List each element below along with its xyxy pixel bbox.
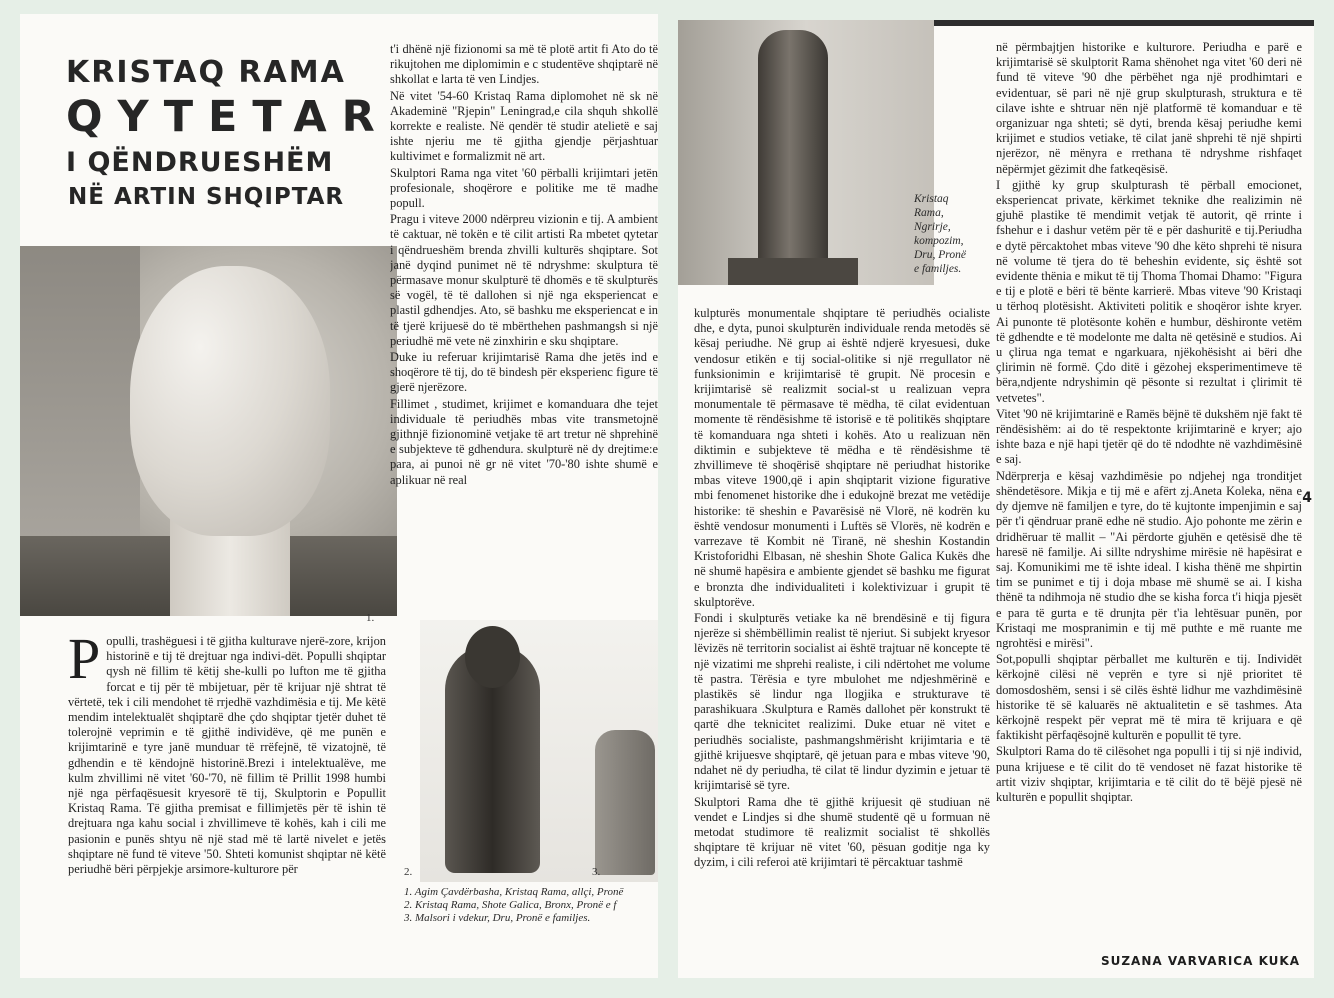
headline-line-2: QYTETAR — [66, 92, 390, 142]
caption-line: 3. Malsori i vdekur, Dru, Pronë e familjes. — [404, 912, 591, 924]
sculptures-photo — [420, 620, 658, 882]
left-page — [20, 14, 658, 978]
article-headline — [20, 55, 395, 210]
mid-paragraph: Në vitet '54-60 Kristaq Rama diplomohet në sk në Akademinë "Rjepin" Leningrad,e cila shquh shkollë korrekte e realiste. Në qendër të studir atelietë e saj ishte njeriu me të gjitha gjendje përjashtuar kultivimet e formalizmit në art. — [390, 88, 658, 164]
mid-paragraph: Duke iu referuar krijimtarisë Rama dhe jetës ind e shoqërore të tij, do të bindesh për eksperienc figure të gjerë njerëzore. — [390, 350, 658, 395]
right-b-paragraph: në përmbajtjen historike e kulturore. Periudha e parë e krijimtarisë së skulptorit Rama shënohet nga vitet '60 deri në fund të viteve '90 dhe përbëhet nga një prodhimtari e evidentuar, së pari në një grup skulpturash, struktura e të cilave ishte e shtruar nën një platformë të komanduar e të organizuar nga shteti; së dyti, brenda kësaj periudhe kemi krijimet e studios vetiake, të cilat janë shprehi të një shpirti njerëzor, në mënyra e rrethana të ndryshme rishfaqet nëpërmjet gëzimit dhe fatkeqësisë. — [996, 40, 1302, 176]
figure-1-number: 1. — [366, 612, 375, 624]
headline-line-1: KRISTAQ RAMA — [66, 55, 346, 90]
left-paragraph-1: Populli, trashëguesi i të gjitha kulturave njerë-zore, krijon historinë e tij të drejtuar nga indivi-dët. Populli shqiptar qysh në fillim të këtij she-kulli po lufton me të gjitha forcat e tij për të mbijetuar, për të krijuar një shtrat të vërtetë, tek i cili mendohet të rrjedhë vazhdimësia e tij. Me këtë mendim intelektualët shqiptarë dhe çdo shqiptar tjetër duhet të tolerojnë veprimin e të gjithë individëve, që me punën e krijimtarinë e tyre janë munduar të rrëfejnë, të vizatojnë, të gdhendin e të këndojnë historinë.Brezi i intelektualëve, me kulm zhvillimi në vitet '60-'70, në fillim të Prillit 1998 humbi një nga përfaqësuesit kryesorë të tij, Skulptorin e Popullit Kristaq Rama. Të gjitha premisat e fillimjetës për të ishin të drejtuara nga kahu social i zhvillimeve të kohës, kah i cili me pasionin e punës shtyu në një stad më të lartë nivelet e jetës shqiptare në fund të viteve '50. Shteti komunist shqiptar në këtë periudhë bëri përpjekje arsimore-kulturore për — [68, 634, 386, 877]
side-caption: Kristaq Rama, Ngrirje, kompozim, Dru, Pronë e familjes. — [914, 193, 966, 275]
caption-line: 1. Agim Çavdërbasha, Kristaq Rama, allçi, Pronë — [404, 886, 624, 898]
right-b-paragraph: Sot,populli shqiptar përballet me kulturën e tij. Individët kërkojnë cilësi në veprën e tyre si një prioritet të domosdoshëm, sensi i së cilës është lidhur me vazhdimësinë historike të së kaluarës në aktualitetin e së tashmes. Ata kërkojnë respekt për veprat më të mira të krijuara e që faktikisht përfaqësojnë kulturën e popullit të tyre. — [996, 652, 1302, 743]
right-text-column-a — [694, 306, 990, 974]
mid-paragraph: Skulptori Rama nga vitet '60 përballi krijimtari jetën profesionale, shoqërore e politike me të madhe popull. — [390, 165, 658, 211]
author-signature: SUZANA VARVARICA KUKA — [1100, 954, 1300, 968]
page-edge-number: 4 — [1302, 490, 1312, 506]
left-text-column — [68, 634, 386, 960]
figure-captions — [404, 886, 623, 925]
right-b-paragraph: Skulptori Rama do të cilësohet nga populli i tij si një individ, puna krijuese e të cilit do të vendoset në fazat historike të artit viziv shqiptar, krijimtaria e të cilit do të bëjë pjesë në kulturën e popullit shqiptar. — [996, 744, 1302, 804]
headline-line-4: NË ARTIN SHQIPTAR — [68, 184, 345, 210]
right-a-paragraph: Skulptori Rama dhe të gjithë krijuesit që studiuan në vendet e Lindjes si dhe shumë studentë që u formuan në metodat studimore të realizmit socialist të shkollës shqiptare të krijuar në vitet '60, pësuan goditje nga ky dyzim, i cili referoi atë krijimtari të përcaktuar tashmë — [694, 794, 990, 870]
mid-paragraph: Pragu i viteve 2000 ndërpreu vizionin e tij. A ambient të caktuar, në tokën e të cilit artisti Ra mbetet qytetar i qëndrueshëm brenda zhvilli kulturës shqiptare. Sot janë dyqind punimet në të ndryshme: skulptura të përmasave monur skulpturë të dhomës e të skulpturës së vogël, të të dallohen si një nga eksperiencat e plastil gdhendjes. Ato, së bashku me eksperiencat e in të tjerë krijuesë do të mbërthehen pashmangsh si një periudhë më vete në zinxhirin e sku shqiptare. — [390, 212, 658, 348]
ngrirje-sculpture-photo — [678, 20, 934, 285]
bust-portrait-photo — [20, 246, 397, 616]
right-text-column-b — [996, 40, 1302, 952]
middle-text-column — [390, 42, 658, 597]
right-b-paragraph: Vitet '90 në krijimtarinë e Ramës bëjnë të dukshëm një fakt të rëndësishëm: ai do të respektonte krijimtarinë e kryer; ajo ishte baza e një hapi tjetër që do të ndodhte në vazhdimësinë e saj. — [996, 406, 1302, 467]
caption-line: 2. Kristaq Rama, Shote Galica, Bronx, Pronë e f — [404, 899, 617, 911]
right-b-paragraph: I gjithë ky grup skulpturash të përball emocionet, eksperiencat private, kërkimet teknike dhe realizimin në gjuhë plastike të mendimit vetjak të autorit, që rrinte i fshehur e i dashur vetëm për të e për dashuritë e tij.Periudha e dytë përcaktohet mbas viteve '90 dhe këto shprehi të nisura në volume të tjera do të beheshin evidente, siç është sot evidente thënia e mikut të tij Thoma Thomai Dhamo: "Figura e tij e plotë e bëri të bënte karrierë. Mbas viteve '90 Kristaqi u tërhoq plotësisht. Aktiviteti politik e shoqëror ishte kryer. Ai punonte të plotësonte kohën e humbur, dëshironte vetëm të gdhendte e të modelonte me dalta në qetësinë e studios. Ai u çlirua nga temat e ngarkuara, njëkohësisht ai bëri dhe çlirimin në formë. Çdo ditë i gëzohej eksperimentimeve të bëra,ndjente ndryshimin që pësonte si rezultat i çlirimit të vetvetes". — [996, 177, 1302, 405]
top-rule — [934, 20, 1314, 26]
figure-2-number: 2. — [404, 866, 413, 878]
drop-cap: P — [68, 634, 101, 691]
right-page — [678, 20, 1314, 978]
right-b-paragraph: Ndërprerja e kësaj vazhdimësie po ndjehej nga tronditjet shëndetësore. Mikja e tij më e afërt zj.Aneta Koleka, nëna e dy djemve në familjen e tyre, do të kujtonte impenjimin e saj për t'i qëndruar pranë edhe në studio. Ajo pohonte me zërin e dridhëruar të mallit – "Ai përdorte gjuhën e qetësisë dhe të haresë në familje. Ai sillte ndryshime mirësie në hapësirat e saj. Komunikimi me të ishte ideal. I kisha thënë me shpirtin tim se punimet e tij i doja mbase më shumë se ai. I kisha thënë ta ndihmoja në studio dhe se kisha forca t'i hiqja pjesët e para të gurta e të drunjta për t'ia lehtësuar punën, por Kristaqi me mospranimin e tij më puthte e më ruante me ngrohtësi e mirësi". — [996, 468, 1302, 650]
mid-paragraph: Fillimet , studimet, krijimet e komanduara dhe tejet individuale të periudhës mbas vite transmetojnë gjithnjë fizionominë vetjake të art tretur në shprehinë e subjekteve të gdhendura. skulpturë në dy drejtime:e para, ai punoi në gr në vitet '70-'80 ishte shumë e aplikuar në real — [390, 396, 658, 487]
mid-paragraph: t'i dhënë një fizionomi sa më të plotë artit fi Ato do të rikujtohen me diplomimin e c studentëve shqiptarë në shkollat e larta të ven Lindjes. — [390, 42, 658, 87]
headline-line-3: I QËNDRUESHËM — [66, 147, 334, 178]
right-a-paragraph: kulpturës monumentale shqiptare të periudhës ocialiste dhe, e dyta, punoi skulpturën individuale renda metodës së kësaj periudhe. Në grup ai është ndjerë kryesuesi, duke vendosur etikën e tij social-olitike si një rregullator në funksionimin e krijimtarisë të grupit. Në procesin e krijimtarisë së realizmit social-st u realizuan vepra monumentale të përmasave të mëdha, të cilat evidentuan momente të rëndësishme të istorisë e të politikës shqiptare të komanduara nga shteti i kohës. Ato u realizuan nën diktimin e subjekteve të mëdha e të rëndësishme të zhvillimeve të shoqërisë shqiptare në periudhat historike mbas viteve 1900,që i apin shqiptarit vizione figurative mbi fenomenet historike dhe i edukojnë brezat me vetëdije historike: të sheshin e Pavarësisë në Vlorë, në kodrën ku është vendosur monumenti i Luftës së Vlorës, në kodrën e varrezave të Kombit në Tiranë, në sheshin Kostandin Kristoforidhi Elbasan, në sheshin Shote Galica Kukës dhe në shumë hapësira e ambiente gjendet së bashku me figurat e bronzta dhe individualiteti i kolektivizuar i grupit të skulptorëve. — [694, 306, 990, 609]
right-a-paragraph: Fondi i skulpturës vetiake ka në brendësinë e tij figura njerëze si shëmbëllimin realist të njeriut. Si subjekt kryesor lëvizës në territorin socialist ai është trajtuar në koncepte të një vizatimi me shprehi realiste, i cili ndërtohet me volume të pastra. Tërësia e tyre mbulohet me ndjeshmërinë e plastikës së lindur nga llogjika e strukturave të parashikuara .Skulptura e Ramës dallohet për konstrukt të qartë dhe teknicitet realizimi. Duke etuar në vitet e periudhës socialiste, pashmangshmërisht krijimtaria e të gjithë krijuesve shqiptarë, që jetuan para e mbas viteve '90, ndahet në dy periudha, të cilat të lindur dyzimin e jetuar të krijimtarisë së tyre. — [694, 611, 990, 793]
figure-3-number: 3. — [592, 866, 601, 878]
